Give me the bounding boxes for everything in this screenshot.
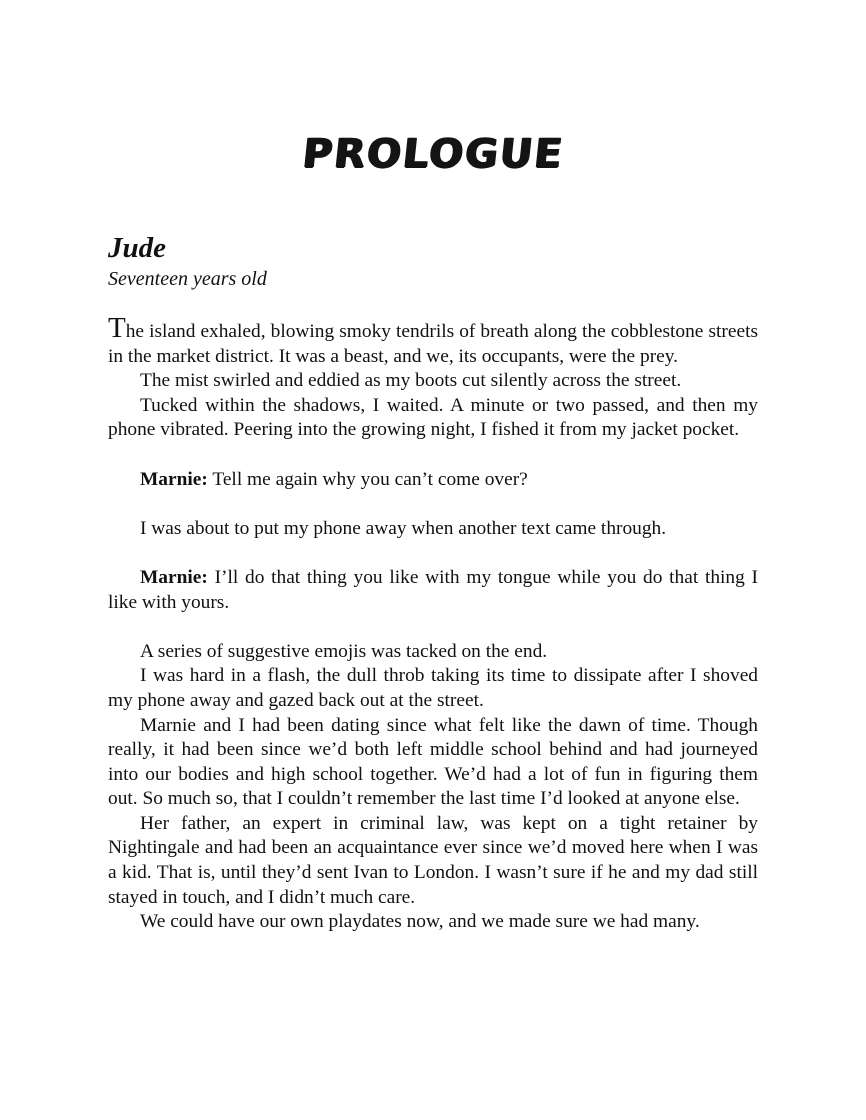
text-message-sender: Marnie: [140, 566, 208, 588]
pov-character-age: Seventeen years old [108, 268, 267, 290]
drop-cap: T [108, 312, 126, 344]
chapter-title: PROLOGUE [300, 131, 566, 177]
paragraph: I was about to put my phone away when another text came through. [140, 517, 667, 539]
text-message-body: Tell me again why you can’t come over? [207, 468, 528, 490]
text-message-sender: Marnie: [140, 468, 208, 490]
text-message-body: I’ll do that thing you like with my tongue while you do that thing I like with yours. [108, 566, 758, 613]
paragraph: Her father, an expert in criminal law, was kept on a tight retainer by Nightingale and had been an acquaintance ever since we’d moved here when I was a kid. That is, until they’d sent Ivan to London. I wasn’t sure if he and my dad still stayed in touch, and I didn’t much care. [108, 812, 758, 908]
pov-character-name: Jude [108, 232, 166, 264]
paragraph-spacer [108, 541, 758, 566]
paragraph: We could have our own playdates now, and we made sure we had many. [140, 911, 700, 933]
paragraph [108, 312, 758, 369]
paragraph-spacer [108, 443, 758, 468]
paragraph-text: he island exhaled, blowing smoky tendrils of breath along the cobblestone streets in the market district. It was a beast, and we, its occupants, were the prey. [108, 321, 758, 367]
paragraph-spacer [108, 615, 758, 640]
paragraph-spacer [108, 492, 758, 517]
paragraph: The mist swirled and eddied as my boots cut silently across the street. [140, 370, 682, 392]
paragraph: I was hard in a flash, the dull throb taking its time to dissipate after I shoved my phone away and gazed back out at the street. [108, 665, 758, 711]
paragraph: A series of suggestive emojis was tacked on the end. [140, 640, 548, 662]
chapter-body [108, 312, 758, 935]
chapter-header [108, 126, 758, 182]
paragraph: Tucked within the shadows, I waited. A minute or two passed, and then my phone vibrated. Peering into the growing night, I fished it from my jacket pocket. [108, 394, 758, 441]
paragraph: Marnie and I had been dating since what felt like the dawn of time. Though really, it had been since we’d both left middle school behind and had journeyed into our bodies and high school together. We’d had a lot of fun in figuring them out. So much so, that I couldn’t remember the last time I’d looked at anyone else. [108, 714, 758, 810]
text-message [108, 468, 758, 493]
text-message [108, 566, 758, 615]
